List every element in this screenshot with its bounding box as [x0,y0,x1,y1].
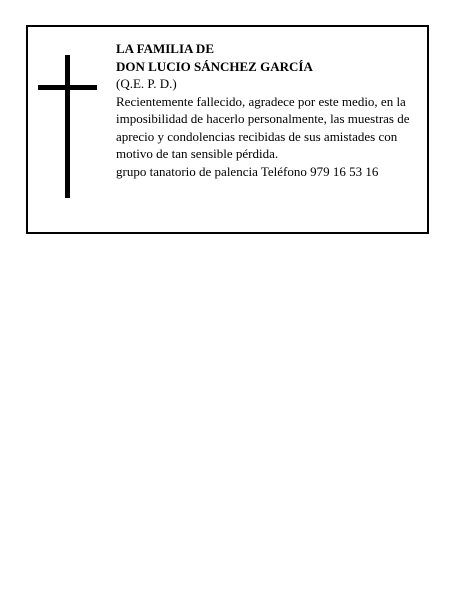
notice-text [116,40,424,180]
notice-heading-name: DON LUCIO SÁNCHEZ GARCÍA [116,58,313,74]
cross-horizontal-bar [38,85,97,90]
notice-footer-contact: grupo tanatorio de palencia Teléfono 979 16 53 16 [116,163,379,179]
notice-rip: (Q.E. P. D.) [116,76,177,91]
notice-heading-family: LA FAMILIA DE [116,41,214,56]
cross-vertical-bar [65,55,70,198]
obituary-notice [26,25,429,234]
notice-body: Recientemente fallecido, agradece por este medio, en la imposibilidad de hacerlo personalmente, las muestras de aprecio y condolencias recibidas de sus amistades con motivo de tan sensible pérdida. [116,93,410,161]
